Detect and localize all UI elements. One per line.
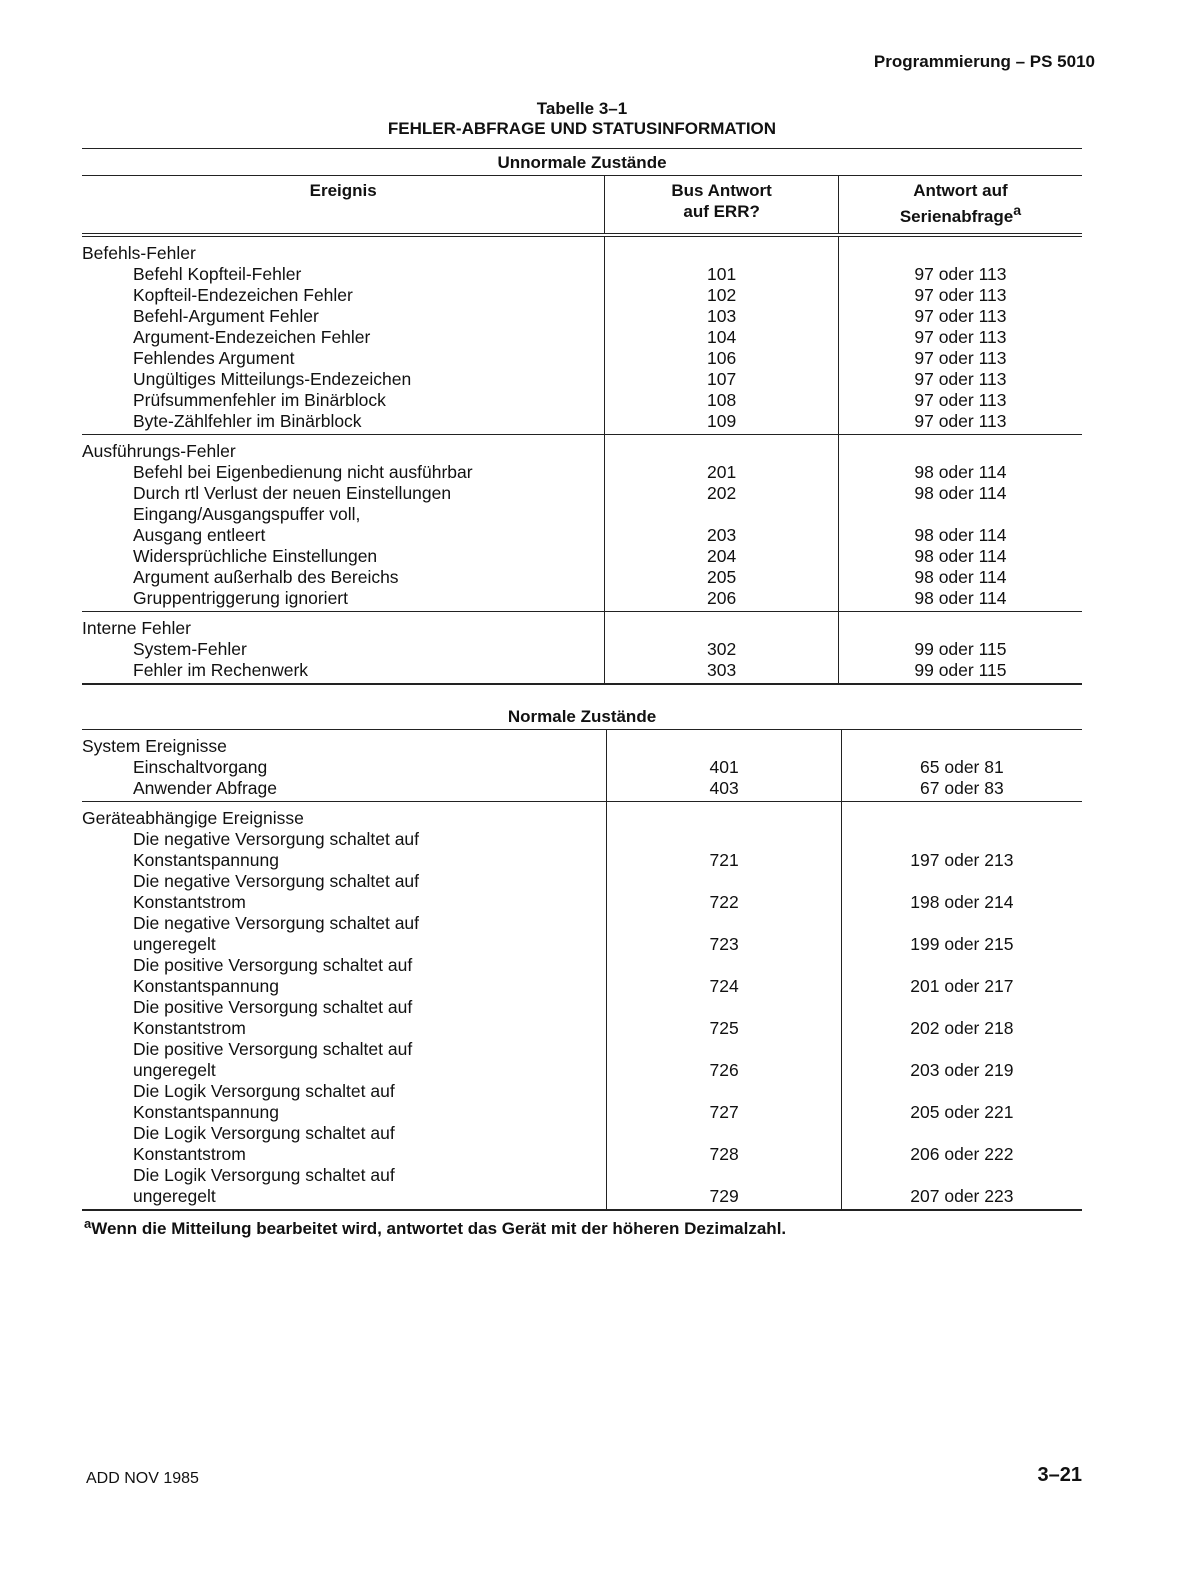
event-text: Die negative Versorgung schaltet auf [133,913,420,933]
table-number: Tabelle 3–1 [536,99,628,118]
event-cell [82,567,605,588]
bus-response-cell: 204 [605,546,839,567]
bus-response-cell: 722 [607,871,841,913]
event-text: Widersprüchliche Einstellungen [133,545,378,566]
column-header-serial: Antwort auf Serienabfrage$^a$ [838,176,1082,235]
bus-response-cell: 721 [607,829,841,871]
event-cell [82,757,607,778]
bus-response-cell: 723 [607,913,841,955]
event-text: Die positive Versorgung schaltet auf [133,1039,413,1059]
event-text: Die Logik Versorgung schaltet auf [133,1081,395,1101]
table-row [82,639,1082,660]
event-text-cont: Konstantspannung [133,976,279,996]
table-row [82,829,1082,871]
event-cell [82,411,605,435]
serial-response-cell: 97 oder 113 [838,369,1082,390]
event-text: Byte-Zählfehler im Binärblock [133,410,362,431]
table-row [82,348,1082,369]
table-row [82,757,1082,778]
group-title: Befehls-Fehler [82,242,196,263]
group-row [82,730,1082,758]
event-cell [82,997,607,1039]
table-row [82,567,1082,588]
bus-response-cell: 101 [605,264,839,285]
event-cell [82,829,607,871]
event-text-cont: Konstantspannung [133,850,279,870]
event-cell [82,660,605,684]
event-cell [82,871,607,913]
serial-response-cell: 97 oder 113 [838,348,1082,369]
table-row [82,483,1082,504]
footnote: $^a$Wenn die Mitteilung bearbeitet wird, antwortet das Gerät mit der höheren Dezimalzahl. [84,1216,787,1238]
bus-response-cell: 107 [605,369,839,390]
event-cell [82,1165,607,1210]
event-text: System-Fehler [133,638,247,659]
serial-response-cell: 203 oder 219 [841,1039,1082,1081]
event-text-cont: ungeregelt [133,1060,216,1080]
event-text: Befehl-Argument Fehler [133,305,319,326]
table-row [82,1081,1082,1123]
event-text: Durch rtl Verlust der neuen Einstellungen [133,482,452,503]
bus-response-cell: 729 [607,1165,841,1210]
column-header-bus: Bus Antwort auf ERR? [605,176,839,235]
bus-response-cell: 726 [607,1039,841,1081]
column-header-event: Ereignis [309,181,377,200]
serial-response-cell: 65 oder 81 [841,757,1082,778]
serial-response-cell: 97 oder 113 [838,411,1082,435]
serial-response-cell: 207 oder 223 [841,1165,1082,1210]
bus-response-cell: 203 [605,504,839,546]
table-row [82,871,1082,913]
event-cell [82,327,605,348]
table-row [82,411,1082,435]
event-cell [82,639,605,660]
group-title: Geräteabhängige Ereignisse [82,808,304,828]
table-row [82,588,1082,612]
bus-response-cell: 728 [607,1123,841,1165]
table-row [82,264,1082,285]
event-cell [82,390,605,411]
table-row [82,504,1082,546]
serial-response-cell: 99 oder 115 [838,660,1082,684]
table-caption [82,99,1082,139]
event-text: Die negative Versorgung schaltet auf [133,871,420,891]
event-text: Gruppentriggerung ignoriert [133,587,348,608]
bus-response-cell: 104 [605,327,839,348]
bus-response-cell: 727 [607,1081,841,1123]
bus-response-cell: 303 [605,660,839,684]
event-text: Die positive Versorgung schaltet auf [133,997,413,1017]
event-text: Befehl bei Eigenbedienung nicht ausführbar [133,461,473,482]
table-row [82,1165,1082,1210]
group-title: System Ereignisse [82,736,227,756]
serial-response-cell: 97 oder 113 [838,327,1082,348]
serial-response-cell: 206 oder 222 [841,1123,1082,1165]
serial-response-cell: 201 oder 217 [841,955,1082,997]
page-number: 3–21 [1037,1464,1082,1486]
serial-response-cell: 97 oder 113 [838,390,1082,411]
group-title: Ausführungs-Fehler [82,440,236,461]
bus-response-cell: 725 [607,997,841,1039]
serial-response-cell: 98 oder 114 [838,462,1082,483]
event-text: Die negative Versorgung schaltet auf [133,829,420,849]
event-cell [82,546,605,567]
event-text-cont: Konstantstrom [133,892,246,912]
bus-response-cell: 103 [605,306,839,327]
event-text-cont: ungeregelt [133,1186,216,1206]
event-text: Einschaltvorgang [133,757,268,777]
event-cell [82,1039,607,1081]
event-cell [82,369,605,390]
event-cell [82,504,605,546]
event-text: Die Logik Versorgung schaltet auf [133,1123,395,1143]
bus-response-cell: 202 [605,483,839,504]
event-cell [82,778,607,802]
event-text: Argument-Endezeichen Fehler [133,326,371,347]
event-cell [82,285,605,306]
event-text: Kopfteil-Endezeichen Fehler [133,284,353,305]
bus-response-cell: 108 [605,390,839,411]
bus-response-cell: 724 [607,955,841,997]
table-row [82,369,1082,390]
event-cell [82,913,607,955]
event-cell [82,264,605,285]
event-text: Die Logik Versorgung schaltet auf [133,1165,395,1185]
table-row [82,955,1082,997]
bus-response-cell: 205 [605,567,839,588]
bus-response-cell: 401 [607,757,841,778]
serial-response-cell: 202 oder 218 [841,997,1082,1039]
bus-response-cell: 201 [605,462,839,483]
table-row [82,778,1082,802]
normal-section-title: Normale Zustände [507,707,657,726]
event-text-cont: Konstantstrom [133,1144,246,1164]
abnormal-table [82,148,1082,685]
table-header-row [82,176,1082,235]
abnormal-section-title: Unnormale Zustände [497,153,667,172]
event-text: Die positive Versorgung schaltet auf [133,955,413,975]
event-cell [82,348,605,369]
bus-response-cell: 206 [605,588,839,612]
event-cell [82,955,607,997]
serial-response-cell: 97 oder 113 [838,306,1082,327]
event-cell [82,1123,607,1165]
serial-response-cell: 98 oder 114 [838,483,1082,504]
event-text-cont: Konstantspannung [133,1102,279,1122]
bus-response-cell: 109 [605,411,839,435]
event-cell [82,588,605,612]
table-row [82,1123,1082,1165]
serial-response-cell: 97 oder 113 [838,285,1082,306]
table-row [82,390,1082,411]
serial-response-cell: 98 oder 114 [838,588,1082,612]
bus-response-cell: 403 [607,778,841,802]
table-row [82,546,1082,567]
footer-date: ADD NOV 1985 [86,1470,199,1487]
serial-response-cell: 198 oder 214 [841,871,1082,913]
bus-response-cell: 302 [605,639,839,660]
event-text: Fehler im Rechenwerk [133,659,309,680]
group-title: Interne Fehler [82,617,191,638]
serial-response-cell: 98 oder 114 [838,567,1082,588]
event-cell [82,306,605,327]
event-cell [82,462,605,483]
event-text: Eingang/Ausgangspuffer voll, [133,503,361,524]
event-text: Prüfsummenfehler im Binärblock [133,389,386,410]
bus-response-cell: 102 [605,285,839,306]
event-text: Fehlendes Argument [133,347,295,368]
serial-response-cell: 98 oder 114 [838,546,1082,567]
serial-response-cell: 98 oder 114 [838,504,1082,546]
event-text: Anwender Abfrage [133,778,277,798]
running-header: Programmierung – PS 5010 [873,52,1095,71]
event-text-cont: Konstantstrom [133,1018,246,1038]
group-row [82,235,1082,264]
group-row [82,611,1082,639]
table-row [82,462,1082,483]
table-row [82,285,1082,306]
serial-response-cell: 67 oder 83 [841,778,1082,802]
table-row [82,660,1082,684]
serial-response-cell: 97 oder 113 [838,264,1082,285]
table-row [82,327,1082,348]
event-cell [82,483,605,504]
bus-response-cell: 106 [605,348,839,369]
event-cell [82,1081,607,1123]
normal-table [82,703,1082,1211]
serial-response-cell: 205 oder 221 [841,1081,1082,1123]
serial-response-cell: 197 oder 213 [841,829,1082,871]
table-row [82,1039,1082,1081]
event-text: Argument außerhalb des Bereichs [133,566,399,587]
group-row [82,802,1082,830]
event-text-cont: Ausgang entleert [133,524,266,545]
event-text: Befehl Kopfteil-Fehler [133,263,302,284]
table-row [82,306,1082,327]
group-row [82,434,1082,462]
table-row [82,913,1082,955]
event-text: Ungültiges Mitteilungs-Endezeichen [133,368,412,389]
table-row [82,997,1082,1039]
serial-response-cell: 99 oder 115 [838,639,1082,660]
event-text-cont: ungeregelt [133,934,216,954]
serial-response-cell: 199 oder 215 [841,913,1082,955]
table-title: FEHLER-ABFRAGE UND STATUSINFORMATION [387,119,777,138]
